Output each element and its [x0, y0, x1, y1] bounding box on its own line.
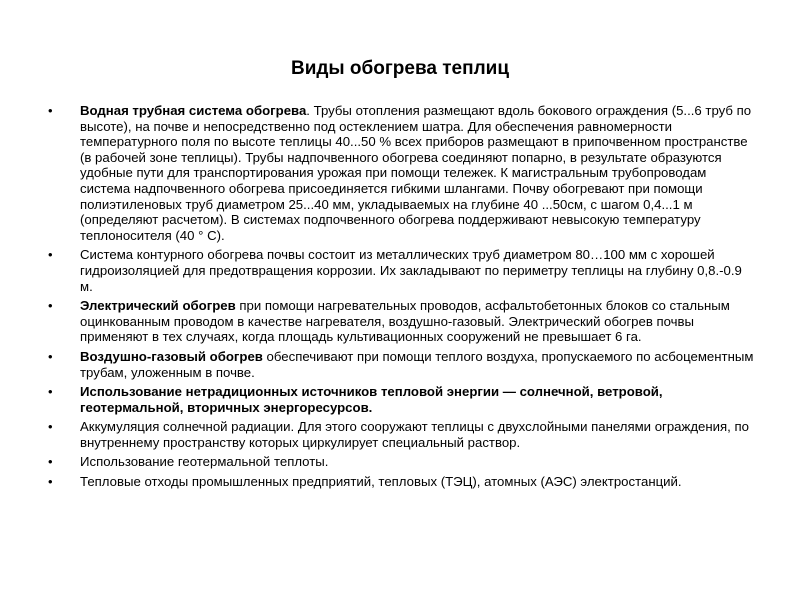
- item-text: Аккумуляция солнечной радиации. Для этого сооружают теплицы с двухслойными панелями ограждения, по внутреннему пространству которых циркулирует специальный раствор.: [80, 419, 749, 450]
- item-text: Тепловые отходы промышленных предприятий, тепловых (ТЭЦ), атомных (АЭС) электростанций.: [80, 474, 682, 490]
- slide-title: Виды обогрева теплиц: [290, 58, 510, 79]
- bullet-item-air-gas-heating: [46, 349, 756, 380]
- bullet-item-contour-heating: [46, 247, 756, 294]
- bullet-icon: •: [48, 419, 53, 435]
- bullet-list: [46, 103, 756, 494]
- bullet-item-geothermal: [46, 454, 756, 470]
- bullet-item-electric-heating: [46, 298, 756, 345]
- bullet-icon: •: [48, 247, 53, 263]
- item-text: обеспечивают при помощи теплого воздуха, пропускаемого по асбоцементным трубам, уложенным в почве.: [80, 348, 754, 380]
- item-text: Использование геотермальной теплоты.: [80, 454, 329, 470]
- bullet-item-waste-heat: [46, 474, 756, 490]
- item-heading: Водная трубная система обогрева: [80, 103, 307, 118]
- bullet-item-water-heating: [46, 103, 756, 243]
- bullet-icon: •: [48, 348, 53, 364]
- bullet-icon: •: [48, 103, 53, 118]
- bullet-item-solar-accumulation: [46, 419, 756, 450]
- bullet-icon: •: [48, 384, 53, 400]
- item-text: . Трубы отопления размещают вдоль бокового ограждения (5...6 труб по высоте), на почве и непосредственно под остеклением шатра. Для обеспечения равномерности температурного поля по высоте теплицы 40...50 % всех приборов размещают в припочвенном пространстве (в рабочей зоне теплицы). Трубы надпочвенного обогрева соединяют попарно, в результате образуются удобные пути для транспортирования урожая при помощи тележек. К магистральным трубопроводам система надпочвенного обогрева присоединяется гибкими шлангами. Почву обогревают при помощи полиэтиленовых труб диаметром 25...40 мм, укладываемых на глубине 40 ...50см, с шагом 0,4...1 м (определяют расчетом). В системах подпочвенного обогрева поддерживают невысокую температуру теплоносителя (40 ° С).: [80, 103, 752, 243]
- bullet-icon: •: [48, 474, 53, 490]
- item-heading: Использование нетрадиционных источников тепловой энергии — солнечной, ветровой, геотермальной, вторичных энергоресурсов.: [80, 384, 663, 415]
- bullet-icon: •: [48, 298, 53, 314]
- item-text: Система контурного обогрева почвы состоит из металлических труб диаметром 80…100 мм с хорошей гидроизоляцией для предотвращения коррозии. Их закладывают по периметру теплицы на глубину 0,8.-0.9 м.: [80, 247, 742, 294]
- bullet-item-alternative-sources: [46, 384, 756, 415]
- item-heading: Электрический обогрев: [80, 298, 236, 314]
- bullet-icon: •: [48, 454, 53, 470]
- item-heading: Воздушно-газовый обогрев: [80, 348, 263, 364]
- item-text: при помощи нагревательных проводов, асфальтобетонных блоков со стальным оцинкованным проводом в качестве нагревателя, воздушно-газовый. Электрический обогрев почвы применяют в тех случаях, когда площадь культивационных сооружений не превышает 6 га.: [80, 298, 730, 345]
